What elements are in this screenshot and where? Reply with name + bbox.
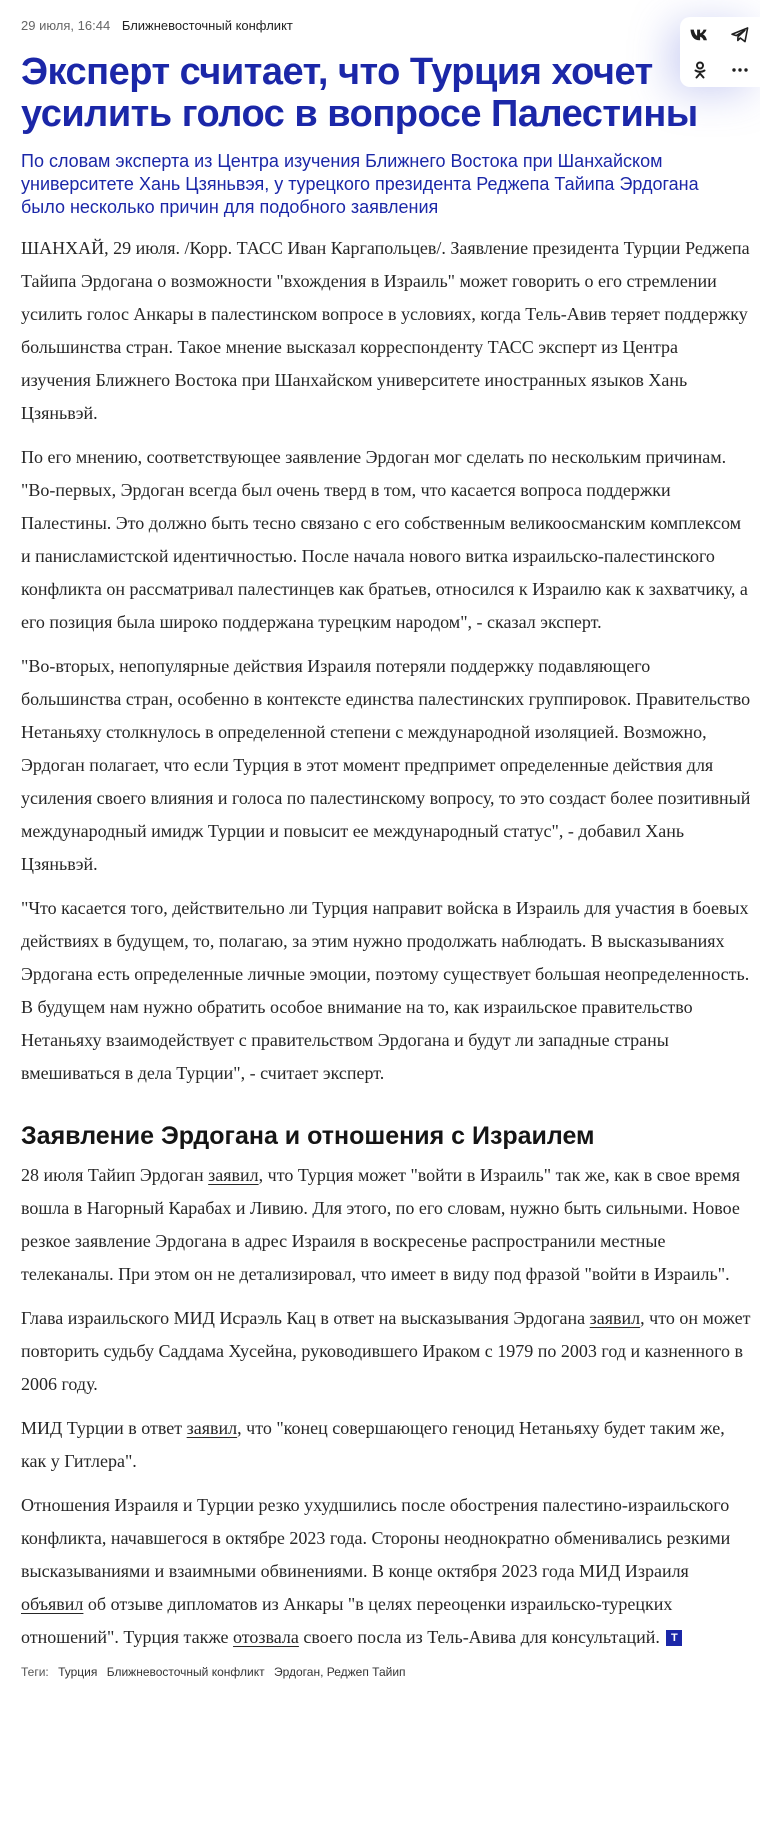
tags-row (21, 1665, 739, 1679)
text-segment: своего посла из Тель-Авива для консультаций. (298, 1627, 660, 1647)
text-segment: Глава израильского МИД Исраэль Кац в ответ на высказывания Эрдогана (21, 1308, 590, 1328)
more-share-button[interactable] (720, 52, 760, 87)
publish-date: 29 июля, 16:44 (21, 18, 111, 33)
statement-link[interactable]: заявил (208, 1165, 259, 1185)
article-meta (21, 0, 739, 39)
vk-icon (690, 29, 710, 41)
more-icon (732, 68, 748, 72)
article-lead: По словам эксперта из Центра изучения Ближнего Востока при Шанхайском университете Хань Цзяньвэя, у турецкого президента Реджепа Тайипа Эрдогана было несколько причин для подобного заявления (21, 151, 699, 217)
telegram-icon (731, 27, 749, 43)
text-segment: , что он может повторить судьбу Саддама Хусейна, руководившего Ираком с 1979 по 2003 год и казненного в 2006 году. (21, 1308, 751, 1394)
paragraph-7 (21, 1412, 751, 1478)
paragraph-1: ШАНХАЙ, 29 июля. /Корр. ТАСС Иван Каргапольцев/. Заявление президента Турции Реджепа Тайипа Эрдогана о возможности "вхождения в Израиль" может говорить о его стремлении усилить голос Анкары в палестинском вопросе в условиях, когда Тель-Авив теряет поддержку большинства стран. Такое мнение высказал корреспонденту ТАСС эксперт из Центра изучения Ближнего Востока при Шанхайском университете иностранных языков Хань Цзяньвэй. (21, 238, 750, 423)
telegram-share-button[interactable] (720, 17, 760, 52)
paragraph-2: По его мнению, соответствующее заявление Эрдоган мог сделать по нескольким причинам. "Во-первых, Эрдоган всегда был очень тверд в том, что касается вопроса поддержки Палестины. Это должно быть тесно связано с его собственным великоосманским комплексом и панисламистской идентичностью. После начала нового витка израильско-палестинского конфликта он рассматривал палестинцев как братьев, относился к Израилю как к захватчику, а его позиция была широко поддержана турецким народом", - сказал эксперт. (21, 447, 748, 632)
statement-link[interactable]: заявил (186, 1418, 238, 1438)
paragraph-3: "Во-вторых, непопулярные действия Израиля потеряли поддержку подавляющего большинства стран, особенно в контексте единства палестинских группировок. Правительство Нетаньяху столкнулось в определенной степени с международной изоляцией. Возможно, Эрдоган полагает, что если Турция в этот момент предпримет определенные действия для усиления своего влияния и голоса по палестинскому вопросу, то это создаст более позитивный международный имидж Турции и повысит ее международный статус", - добавил Хань Цзяньвэй. (21, 656, 751, 874)
vk-share-button[interactable] (680, 17, 720, 52)
tag-link[interactable]: Ближневосточный конфликт (106, 1665, 265, 1679)
tag-link[interactable]: Эрдоган, Реджеп Тайип (273, 1665, 406, 1679)
text-segment: МИД Турции в ответ (21, 1418, 187, 1438)
paragraph-4: "Что касается того, действительно ли Турция направит войска в Израиль для участия в боевых действиях в будущем, то, полагаю, за этим нужно продолжать наблюдать. В высказываниях Эрдогана есть определенные личные эмоции, поэтому существует большая неопределенность. В будущем нам нужно обратить особое внимание на то, как израильское правительство Нетаньяху взаимодействует с правительством Эрдогана и будут ли западные страны вмешиваться в дела Турции", - считает эксперт. (21, 898, 750, 1083)
text-segment: , что Турция может "войти в Израиль" так же, как в свое время вошла в Нагорный Карабах и Ливию. Для этого, по его словам, нужно быть сильными. Новое резкое заявление Эрдогана в адрес Израиля в воскресенье распространили местные телеканалы. При этом он не детализировал, что имеет в виду под фразой "войти в Израиль". (21, 1165, 741, 1284)
ok-icon (694, 61, 706, 79)
text-segment: об отзыве дипломатов из Анкары "в целях переоценки израильско-турецких отношений". Турция также (21, 1594, 673, 1647)
text-segment: 28 июля Тайип Эрдоган (21, 1165, 209, 1185)
article-title: Эксперт считает, что Турция хочет усилить голос в вопросе Палестины (21, 51, 698, 135)
article-body (21, 232, 751, 1654)
tass-logo-icon: T (666, 1630, 682, 1646)
paragraph-6 (21, 1302, 751, 1401)
section-heading: Заявление Эрдогана и отношения с Израилем (21, 1122, 595, 1150)
tags-label: Теги: (21, 1665, 49, 1679)
rubric-link[interactable]: Ближневосточный конфликт (121, 18, 293, 33)
text-segment: , что "конец совершающего геноцид Нетаньяху будет таким же, как у Гитлера". (21, 1418, 725, 1471)
paragraph-8 (21, 1489, 751, 1654)
tag-link[interactable]: Турция (58, 1665, 98, 1679)
share-panel (680, 17, 760, 87)
text-segment: Отношения Израиля и Турции резко ухудшились после обострения палестино-израильского конфликта, начавшегося в октябре 2023 года. Стороны неоднократно обменивались резкими высказываниями и взаимными обвинениями. В конце октября 2023 года МИД Израиля (21, 1495, 731, 1581)
statement-link[interactable]: заявил (589, 1308, 641, 1328)
recall-link[interactable]: отозвала (233, 1627, 299, 1647)
announcement-link[interactable]: объявил (21, 1594, 84, 1614)
paragraph-5 (21, 1159, 751, 1291)
ok-share-button[interactable] (680, 52, 720, 87)
